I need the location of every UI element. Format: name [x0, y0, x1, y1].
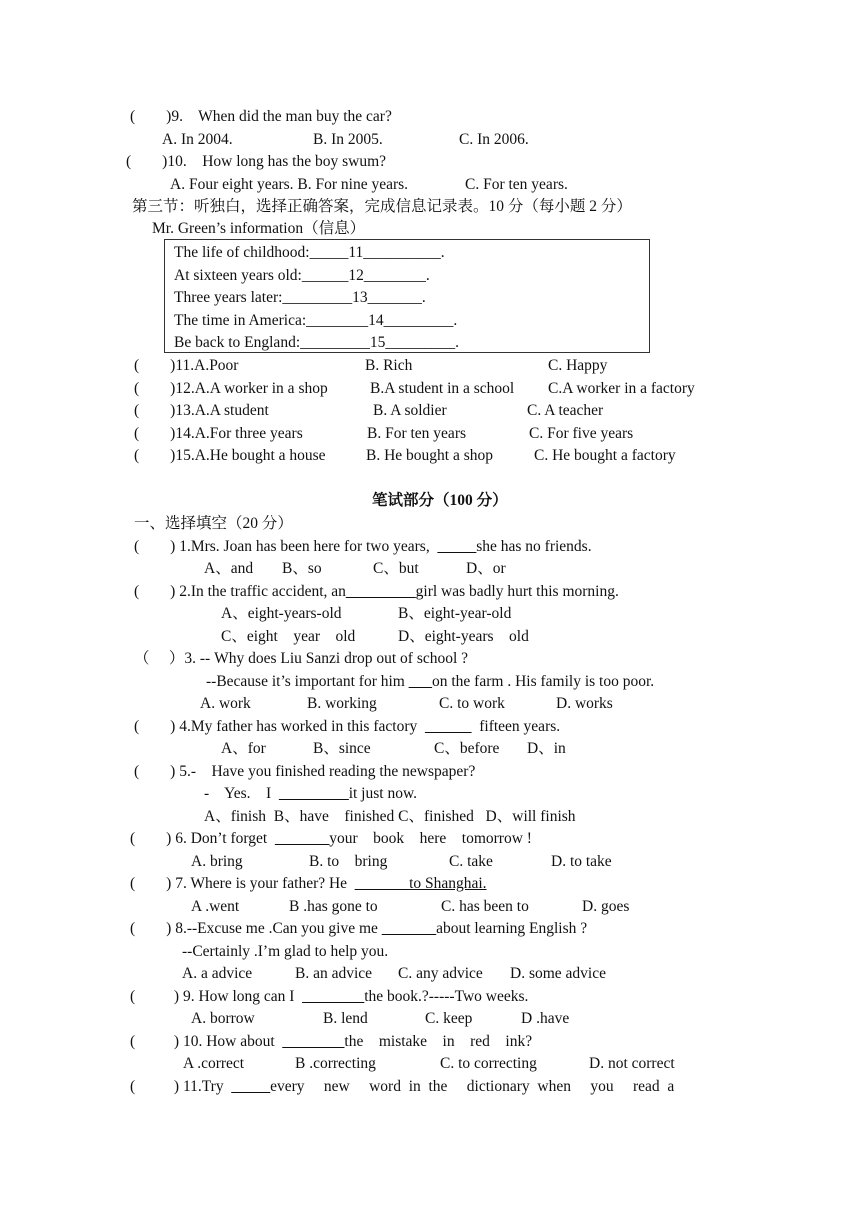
w-q4-option-b: B、since	[313, 740, 371, 757]
written-q3-line2: --Because it’s important for him ___on the farm . His family is too poor.	[206, 673, 655, 690]
written-q8-line2: --Certainly .I’m glad to help you.	[182, 943, 389, 960]
w-q3-option-d: D. works	[556, 695, 613, 712]
w-q1-option-d: D、or	[466, 560, 506, 577]
written-q3-stem: （ ）3. -- Why does Liu Sanzi drop out of school ?	[134, 650, 469, 667]
question-9-stem: ( )9. When did the man buy the car?	[130, 108, 392, 125]
q11-option-c: C. Happy	[548, 357, 608, 374]
w-q3-option-c: C. to work	[439, 695, 505, 712]
question-15-stem: ( )15.A.He bought a house	[134, 447, 326, 464]
w-q9-option-d: D .have	[521, 1010, 570, 1027]
w-q8-option-b: B. an advice	[295, 965, 373, 982]
written-q7-stem: ( ) 7. Where is your father? He _______to Shanghai.	[130, 875, 487, 892]
w-q10-option-b: B .correcting	[295, 1055, 376, 1072]
q10-option-ab: A. Four eight years. B. For nine years.	[170, 176, 409, 193]
written-q8-stem: ( ) 8.--Excuse me .Can you give me _______about learning English ?	[130, 920, 588, 937]
w-q1-option-b: B、so	[282, 560, 322, 577]
q11-option-b: B. Rich	[365, 357, 413, 374]
info-row-15: Be back to England:_________15_________.	[174, 334, 459, 351]
w-q6-option-a: A. bring	[191, 853, 243, 870]
q10-option-c: C. For ten years.	[465, 176, 568, 193]
q15-option-b: B. He bought a shop	[366, 447, 494, 464]
q13-option-c: C. A teacher	[527, 402, 604, 419]
w-q10-option-d: D. not correct	[589, 1055, 675, 1072]
w-q9-option-c: C. keep	[425, 1010, 473, 1027]
info-row-14: The time in America:________14_________.	[174, 312, 458, 329]
question-14-stem: ( )14.A.For three years	[134, 425, 303, 442]
w-q7-option-b: B .has gone to	[289, 898, 378, 915]
question-11-stem: ( )11.A.Poor	[134, 357, 239, 374]
w-q4-option-a: A、for	[221, 740, 266, 757]
w-q1-option-c: C、but	[373, 560, 419, 577]
section-3-title: 第三节：听独白，选择正确答案，完成信息记录表。10 分（每小题 2 分）	[132, 198, 632, 215]
section-1-title: 一、选择填空（20 分）	[134, 515, 293, 532]
w-q2-option-a: A、eight-years-old	[221, 605, 342, 622]
info-title: Mr. Green’s information（信息）	[152, 220, 366, 237]
w-q6-option-c: C. take	[449, 853, 493, 870]
w-q2-option-c: C、eight year old	[221, 628, 356, 645]
w-q10-option-a: A .correct	[183, 1055, 245, 1072]
written-q6-stem: ( ) 6. Don’t forget _______your book here tomorrow !	[130, 830, 532, 847]
question-13-stem: ( )13.A.A student	[134, 402, 269, 419]
w-q6-option-b: B. to bring	[309, 853, 388, 870]
question-10-stem: ( )10. How long has the boy swum?	[126, 153, 387, 170]
written-q2-stem: ( ) 2.In the traffic accident, an_________girl was badly hurt this morning.	[134, 583, 619, 600]
w-q1-option-a: A、and	[204, 560, 254, 577]
q15-option-c: C. He bought a factory	[534, 447, 676, 464]
written-q5-line2: - Yes. I _________it just now.	[204, 785, 418, 802]
w-q9-option-a: A. borrow	[191, 1010, 255, 1027]
written-q9-stem: ( ) 9. How long can I ________the book.?-----Two weeks.	[130, 988, 529, 1005]
w-q6-option-d: D. to take	[551, 853, 612, 870]
w-q8-option-a: A. a advice	[182, 965, 253, 982]
w-q5-options: A、finish B、have finished C、finished D、will finish	[204, 808, 576, 825]
written-q5-stem: ( ) 5.- Have you finished reading the newspaper?	[134, 763, 476, 780]
written-q1-stem: ( ) 1.Mrs. Joan has been here for two years, _____she has no friends.	[134, 538, 592, 555]
w-q9-option-b: B. lend	[323, 1010, 368, 1027]
w-q3-option-a: A. work	[200, 695, 251, 712]
info-row-12: At sixteen years old:______12________.	[174, 267, 430, 284]
w-q10-option-c: C. to correcting	[440, 1055, 537, 1072]
q9-option-b: B. In 2005.	[313, 131, 383, 148]
written-part-heading: 笔试部分（100 分）	[372, 492, 508, 509]
w-q2-option-d: D、eight-years old	[398, 628, 529, 645]
q14-option-c: C. For five years	[529, 425, 634, 442]
w-q7-option-c: C. has been to	[441, 898, 529, 915]
q12-option-c: C.A worker in a factory	[548, 380, 695, 397]
q12-option-b: B.A student in a school	[370, 380, 515, 397]
question-12-stem: ( )12.A.A worker in a shop	[134, 380, 328, 397]
w-q4-option-c: C、before	[434, 740, 500, 757]
w-q7-option-a: A .went	[191, 898, 240, 915]
written-q11-stem: ( ) 11.Try _____every new word in the dictionary when you read a	[130, 1078, 675, 1095]
w-q4-option-d: D、in	[527, 740, 566, 757]
w-q7-option-d: D. goes	[582, 898, 630, 915]
info-row-13: Three years later:_________13_______.	[174, 289, 426, 306]
q9-option-a: A. In 2004.	[162, 131, 233, 148]
w-q8-option-d: D. some advice	[510, 965, 606, 982]
written-q10-stem: ( ) 10. How about ________the mistake in red ink?	[130, 1033, 533, 1050]
written-q4-stem: ( ) 4.My father has worked in this factory ______ fifteen years.	[134, 718, 561, 735]
q13-option-b: B. A soldier	[373, 402, 447, 419]
info-row-11: The life of childhood:_____11__________.	[174, 244, 445, 261]
q9-option-c: C. In 2006.	[459, 131, 529, 148]
w-q8-option-c: C. any advice	[398, 965, 483, 982]
w-q3-option-b: B. working	[307, 695, 377, 712]
w-q2-option-b: B、eight-year-old	[398, 605, 512, 622]
q14-option-b: B. For ten years	[367, 425, 467, 442]
